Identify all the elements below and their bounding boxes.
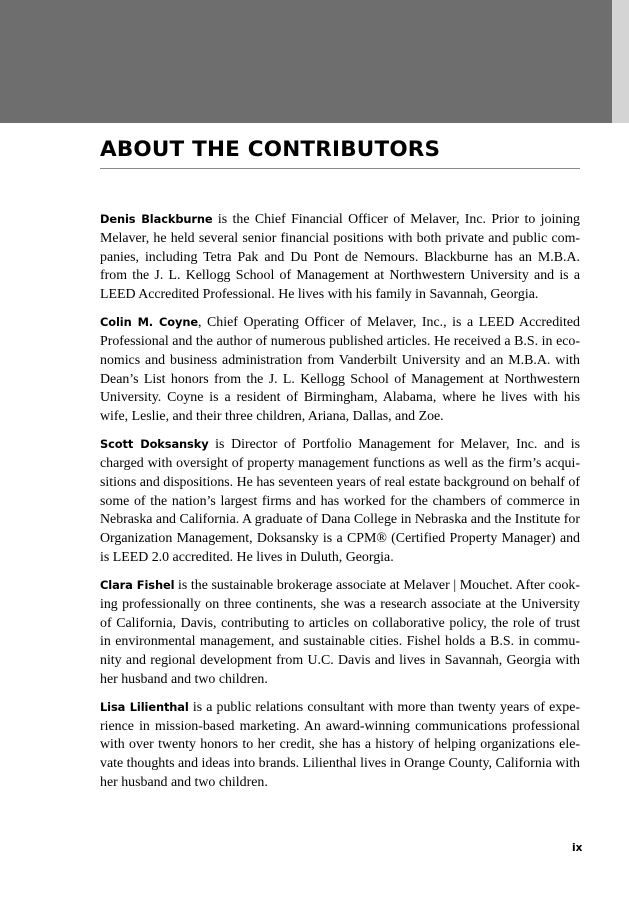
contributor-bio bbox=[100, 698, 580, 793]
contributor-name: Lisa Lilienthal bbox=[100, 699, 189, 714]
contributor-bio bbox=[100, 576, 580, 690]
contributors-list bbox=[100, 210, 580, 801]
page-title: ABOUT THE CONTRIBUTORS bbox=[100, 137, 441, 162]
contributor-name: Scott Doksansky bbox=[100, 437, 209, 452]
contributor-bio-text: is Director of Portfolio Management for Melaver, Inc. and is charged with oversight of property management functions as well as the firm’s acqui-sitions and dispositions. He has seventeen years of real estate background on behalf of some of the nation’s largest firms and has worked for the chambers of commerce in Nebraska and California. A graduate of Dana College in Nebraska and the Institute for Organization Management, Doksansky is a CPM® (Certified Property Manager) and is LEED 2.0 accredited. He lives in Duluth, Georgia. bbox=[100, 437, 580, 565]
contributor-name: Clara Fishel bbox=[100, 577, 175, 592]
header-band bbox=[0, 0, 612, 123]
contributor-bio bbox=[100, 210, 580, 305]
title-rule bbox=[100, 168, 580, 169]
contributor-name: Colin M. Coyne bbox=[100, 315, 198, 330]
contributor-bio bbox=[100, 313, 580, 427]
contributor-bio-text: is the Chief Financial Officer of Melaver, Inc. Prior to joining Melaver, he held several senior financial positions with both private and public com-panies, including Tetra Pak and Du Pont de Nemours. Blackburne has an M.B.A. from the J. L. Kellogg School of Management at Northwestern University and is a LEED Accredited Professional. He lives with his family in Savannah, Georgia. bbox=[100, 212, 581, 303]
page-edge-tab bbox=[612, 0, 629, 123]
contributor-bio-text: , Chief Operating Officer of Melaver, Inc., is a LEED Accredited Professional and the author of numerous published articles. He received a B.S. in eco-nomics and business administration from Vanderbilt University and an M.B.A. with Dean’s List honors from the J. L. Kellogg School of Management at Northwestern University. Coyne is a resident of Birmingham, Alabama, where he lives with his wife, Leslie, and their three children, Ariana, Dallas, and Zoe. bbox=[100, 315, 580, 425]
contributor-bio-text: is a public relations consultant with more than twenty years of expe-rience in mission-based marketing. An award-winning communications professional with over twenty honors to her credit, she has a history of helping organizations ele-vate thoughts and ideas into brands. Lilienthal lives in Orange County, California with her husband and two children. bbox=[100, 699, 580, 791]
contributor-bio bbox=[100, 435, 580, 568]
contributor-name: Denis Blackburne bbox=[100, 212, 213, 226]
contributor-bio-text: is the sustainable brokerage associate at Melaver | Mouchet. After cook-ing professionally on three continents, she was a research associate at the University of California, Davis, contributing to articles on collaborative policy, the role of trust in environmental management, and sustainable cities. Fishel holds a B.S. in commu-nity and regional development from U.C. Davis and lives in Savannah, Georgia with her husband and two children. bbox=[100, 577, 581, 687]
page-number: ix bbox=[572, 842, 583, 854]
